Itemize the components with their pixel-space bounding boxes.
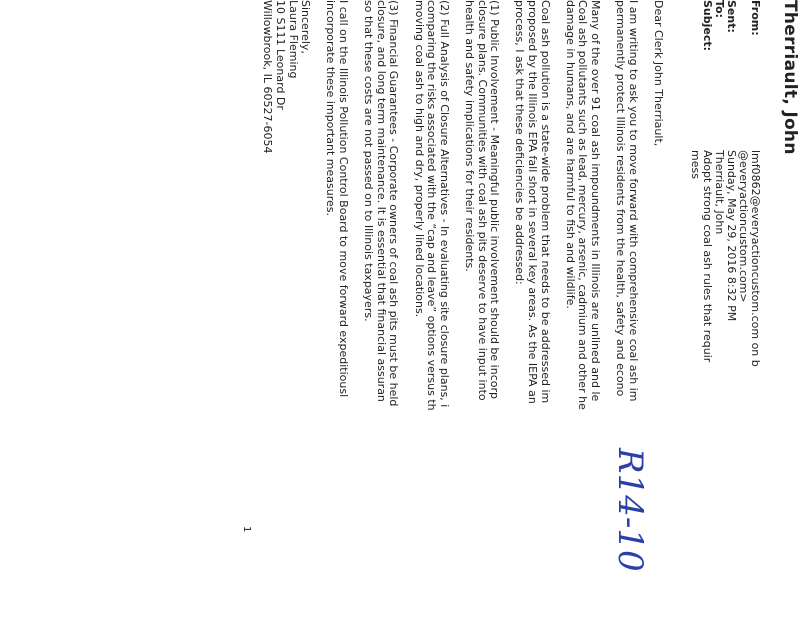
body-line [399,0,413,618]
body-line: comparing the risks associated with the “cap and leave” options versus th [425,0,439,411]
body-line: Many of the over 91 coal ash impoundments in Illinois are unlined and le [589,0,602,402]
header-value: mess [689,150,702,179]
email-title: Therriault, John [780,0,800,155]
header-label: Sent: [725,0,738,33]
body-line: Sincerely, [299,0,313,54]
header-value: Therriault, John [713,150,726,235]
handwritten-docket-note: R14-10 [610,448,650,572]
body-line [500,0,514,618]
body-line: proposed by the Illinois EPA fall short in several key areas. As the IEPA an [526,0,539,404]
body-line: I am writing to ask you to move forward with comprehensive coal ash im [626,0,640,402]
body-line [349,0,363,618]
body-line [311,0,325,618]
body-line: incorporate these important measures. [324,0,338,216]
body-line: Dear Clerk John Therriault, [652,0,665,147]
header-label: To: [713,0,726,18]
header-value: Sunday, May 29, 2016 8:32 PM [725,150,738,322]
page-number: 1 [241,526,252,533]
header-value: Adopt strong coal ash rules that requir [701,150,714,363]
header-value[interactable]: lmf0862@everyactioncustom.com on b [749,150,762,367]
header-value[interactable]: @everyactioncustom.com> [737,150,750,303]
body-line: (1) Public Involvement - Meaningful public involvement should be incorp [488,0,502,399]
body-line: I call on the Illinois Pollution Control Board to move forward expeditiousl [337,0,350,398]
body-line: (3) Financial Guarantees - Corporate owners of coal ash pits must be held [387,0,401,407]
header-label: From: [749,0,762,36]
body-line: closure, and long term maintenance. It is essential that financial assuran [374,0,388,402]
body-line: (2) Full Analysis of Closure Alternatives - In evaluating site closure plans, i [437,0,451,408]
body-line: 10 S111 Leonard Dr [274,0,287,110]
body-line: Laura Fleming [286,0,300,79]
body-line [550,0,564,618]
body-line: Coal ash pollution is a state-wide problem that needs to be addressed im [538,0,552,404]
body-line: process, I ask that these deficiencies be addressed: [513,0,527,285]
body-line: health and safety implications for their residents. [463,0,476,272]
body-line: damage in humans, and are harmful to fish and wildlife. [563,0,577,309]
header-row-to [712,0,726,618]
body-line: so that these costs are not passed on to Illinois taxpayers. [362,0,376,322]
body-line: permanently protect Illinois residents from the health, safety and econo [614,0,628,397]
header-label: Subject: [701,0,714,52]
body-line: moving coal ash to high and dry, properly lined locations. [412,0,426,318]
body-line: Coal ash pollutants such as lead, mercury, arsenic, cadmium and other he [576,0,590,410]
body-line: Willowbrook, IL 60527-6054 [261,0,275,154]
body-line: closure plans. Communities with coal ash pits deserve to have input into [475,0,489,401]
body-line [449,0,463,618]
